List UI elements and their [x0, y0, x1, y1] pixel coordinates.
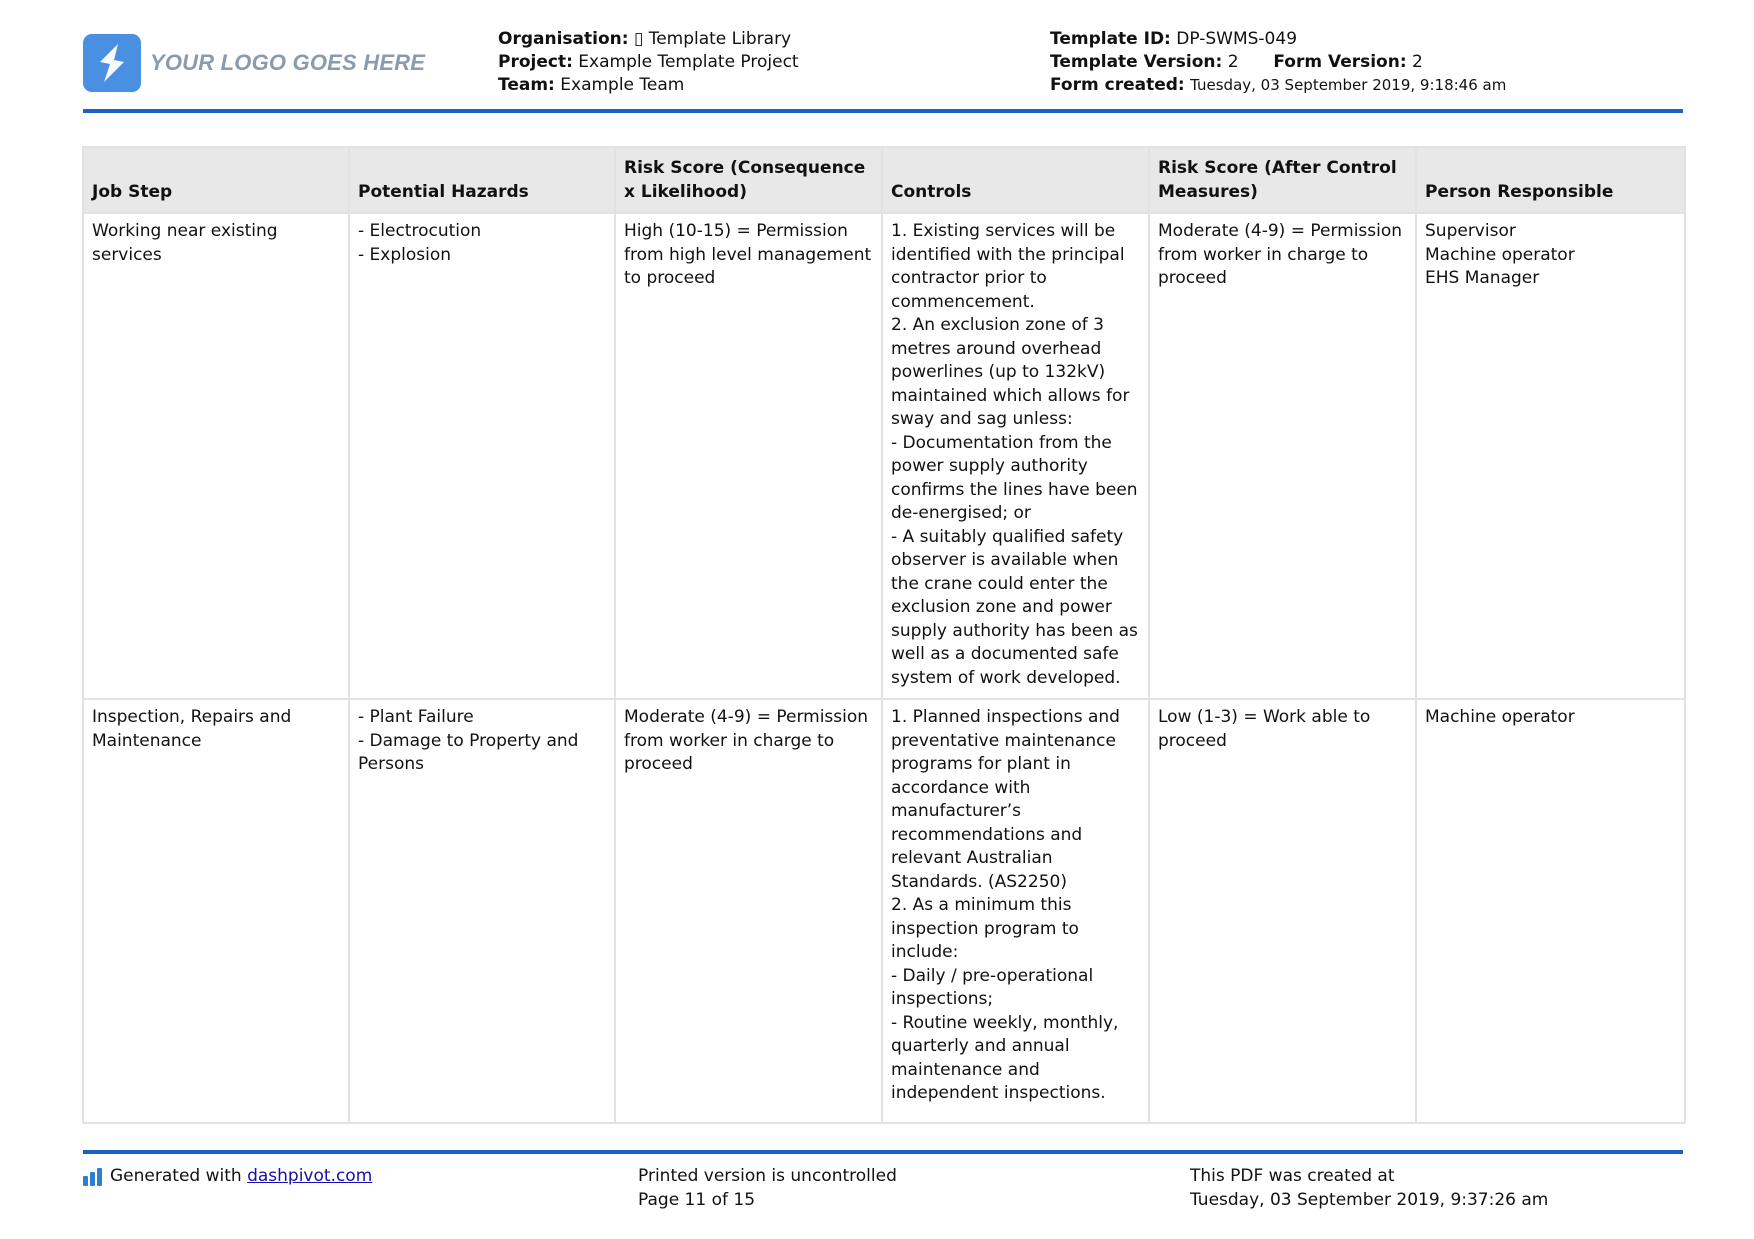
risk-score-after-cell: Low (1-3) = Work able to proceed — [1149, 699, 1416, 1123]
page-number: Page 11 of 15 — [638, 1190, 756, 1210]
pdf-created — [1190, 1164, 1548, 1212]
version-line: Template Version: 2 Form Version: 2 — [1050, 52, 1423, 72]
organisation-line: Organisation: ▯ Template Library — [498, 29, 792, 49]
header-job-step: Job Step — [83, 147, 349, 213]
print-status — [638, 1164, 897, 1212]
project-value: Example Template Project — [578, 52, 799, 72]
logo-text: YOUR LOGO GOES HERE — [150, 50, 426, 75]
header-potential-hazards: Potential Hazards — [349, 147, 615, 213]
risk-score-cell: High (10-15) = Permission from high level management to proceed — [615, 213, 882, 699]
team-line: Team: Example Team — [498, 75, 685, 95]
project-line: Project: Example Template Project — [498, 52, 799, 72]
organisation-value: ▯ Template Library — [633, 29, 792, 49]
controls-cell: 1. Planned inspections and preventative maintenance programs for plant in accordance with manufacturer’s recommendations and relevant Australian Standards. (AS2250) 2. As a minimum this inspection program to include: - Daily / pre-operational inspections; - Routine weekly, monthly, quarterly and annual maintenance and independent inspections. — [882, 699, 1149, 1123]
hazards-cell: - Plant Failure - Damage to Property and Persons — [349, 699, 615, 1123]
form-created-value: Tuesday, 03 September 2019, 9:18:46 am — [1190, 76, 1507, 94]
controls-cell: 1. Existing services will be identified with the principal contractor prior to commencement. 2. An exclusion zone of 3 metres around overhead powerlines (up to 132kV) maintained which allows for sway and sag unless: - Documentation from the power supply authority confirms the lines have been de-energised; or - A suitably qualified safety observer is available when the crane could enter the exclusion zone and power supply authority has been as well as a documented safe system of work developed. — [882, 213, 1149, 699]
header-controls: Controls — [882, 147, 1149, 213]
header-risk-score-after: Risk Score (After Control Measures) — [1149, 147, 1416, 213]
hazards-cell: - Electrocution - Explosion — [349, 213, 615, 699]
header-person-responsible: Person Responsible — [1416, 147, 1685, 213]
job-step-cell: Inspection, Repairs and Maintenance — [83, 699, 349, 1123]
swms-table — [82, 146, 1686, 1124]
page-header — [83, 28, 1683, 112]
template-id-value: DP-SWMS-049 — [1176, 29, 1298, 49]
header-risk-score: Risk Score (Consequence x Likelihood) — [615, 147, 882, 213]
table-row — [83, 213, 1685, 699]
dashpivot-bars-icon — [83, 1166, 102, 1186]
template-version-value: 2 — [1227, 52, 1239, 72]
job-step-cell: Working near existing services — [83, 213, 349, 699]
form-created-line: Form created: Tuesday, 03 September 2019, 9:18:46 am — [1050, 75, 1507, 95]
person-responsible-cell: Supervisor Machine operator EHS Manager — [1416, 213, 1685, 699]
generated-with — [83, 1164, 372, 1188]
pdf-created-label: This PDF was created at — [1190, 1166, 1395, 1186]
company-logo — [83, 34, 425, 92]
team-value: Example Team — [560, 75, 685, 95]
generated-prefix: Generated with — [110, 1166, 242, 1186]
pdf-created-value: Tuesday, 03 September 2019, 9:37:26 am — [1190, 1190, 1549, 1210]
table-header-row — [83, 147, 1685, 213]
header-divider — [83, 109, 1683, 113]
risk-score-cell: Moderate (4-9) = Permission from worker in charge to proceed — [615, 699, 882, 1123]
logo-mark-icon — [83, 34, 141, 92]
uncontrolled-notice: Printed version is uncontrolled — [638, 1166, 897, 1186]
footer-divider — [83, 1150, 1683, 1154]
table-row — [83, 699, 1685, 1123]
template-info — [1050, 28, 1506, 97]
project-info — [498, 28, 799, 97]
dashpivot-link[interactable]: dashpivot.com — [247, 1166, 373, 1186]
template-id-line: Template ID: DP-SWMS-049 — [1050, 29, 1298, 49]
form-version-value: 2 — [1412, 52, 1423, 72]
risk-score-after-cell: Moderate (4-9) = Permission from worker in charge to proceed — [1149, 213, 1416, 699]
person-responsible-cell: Machine operator — [1416, 699, 1685, 1123]
